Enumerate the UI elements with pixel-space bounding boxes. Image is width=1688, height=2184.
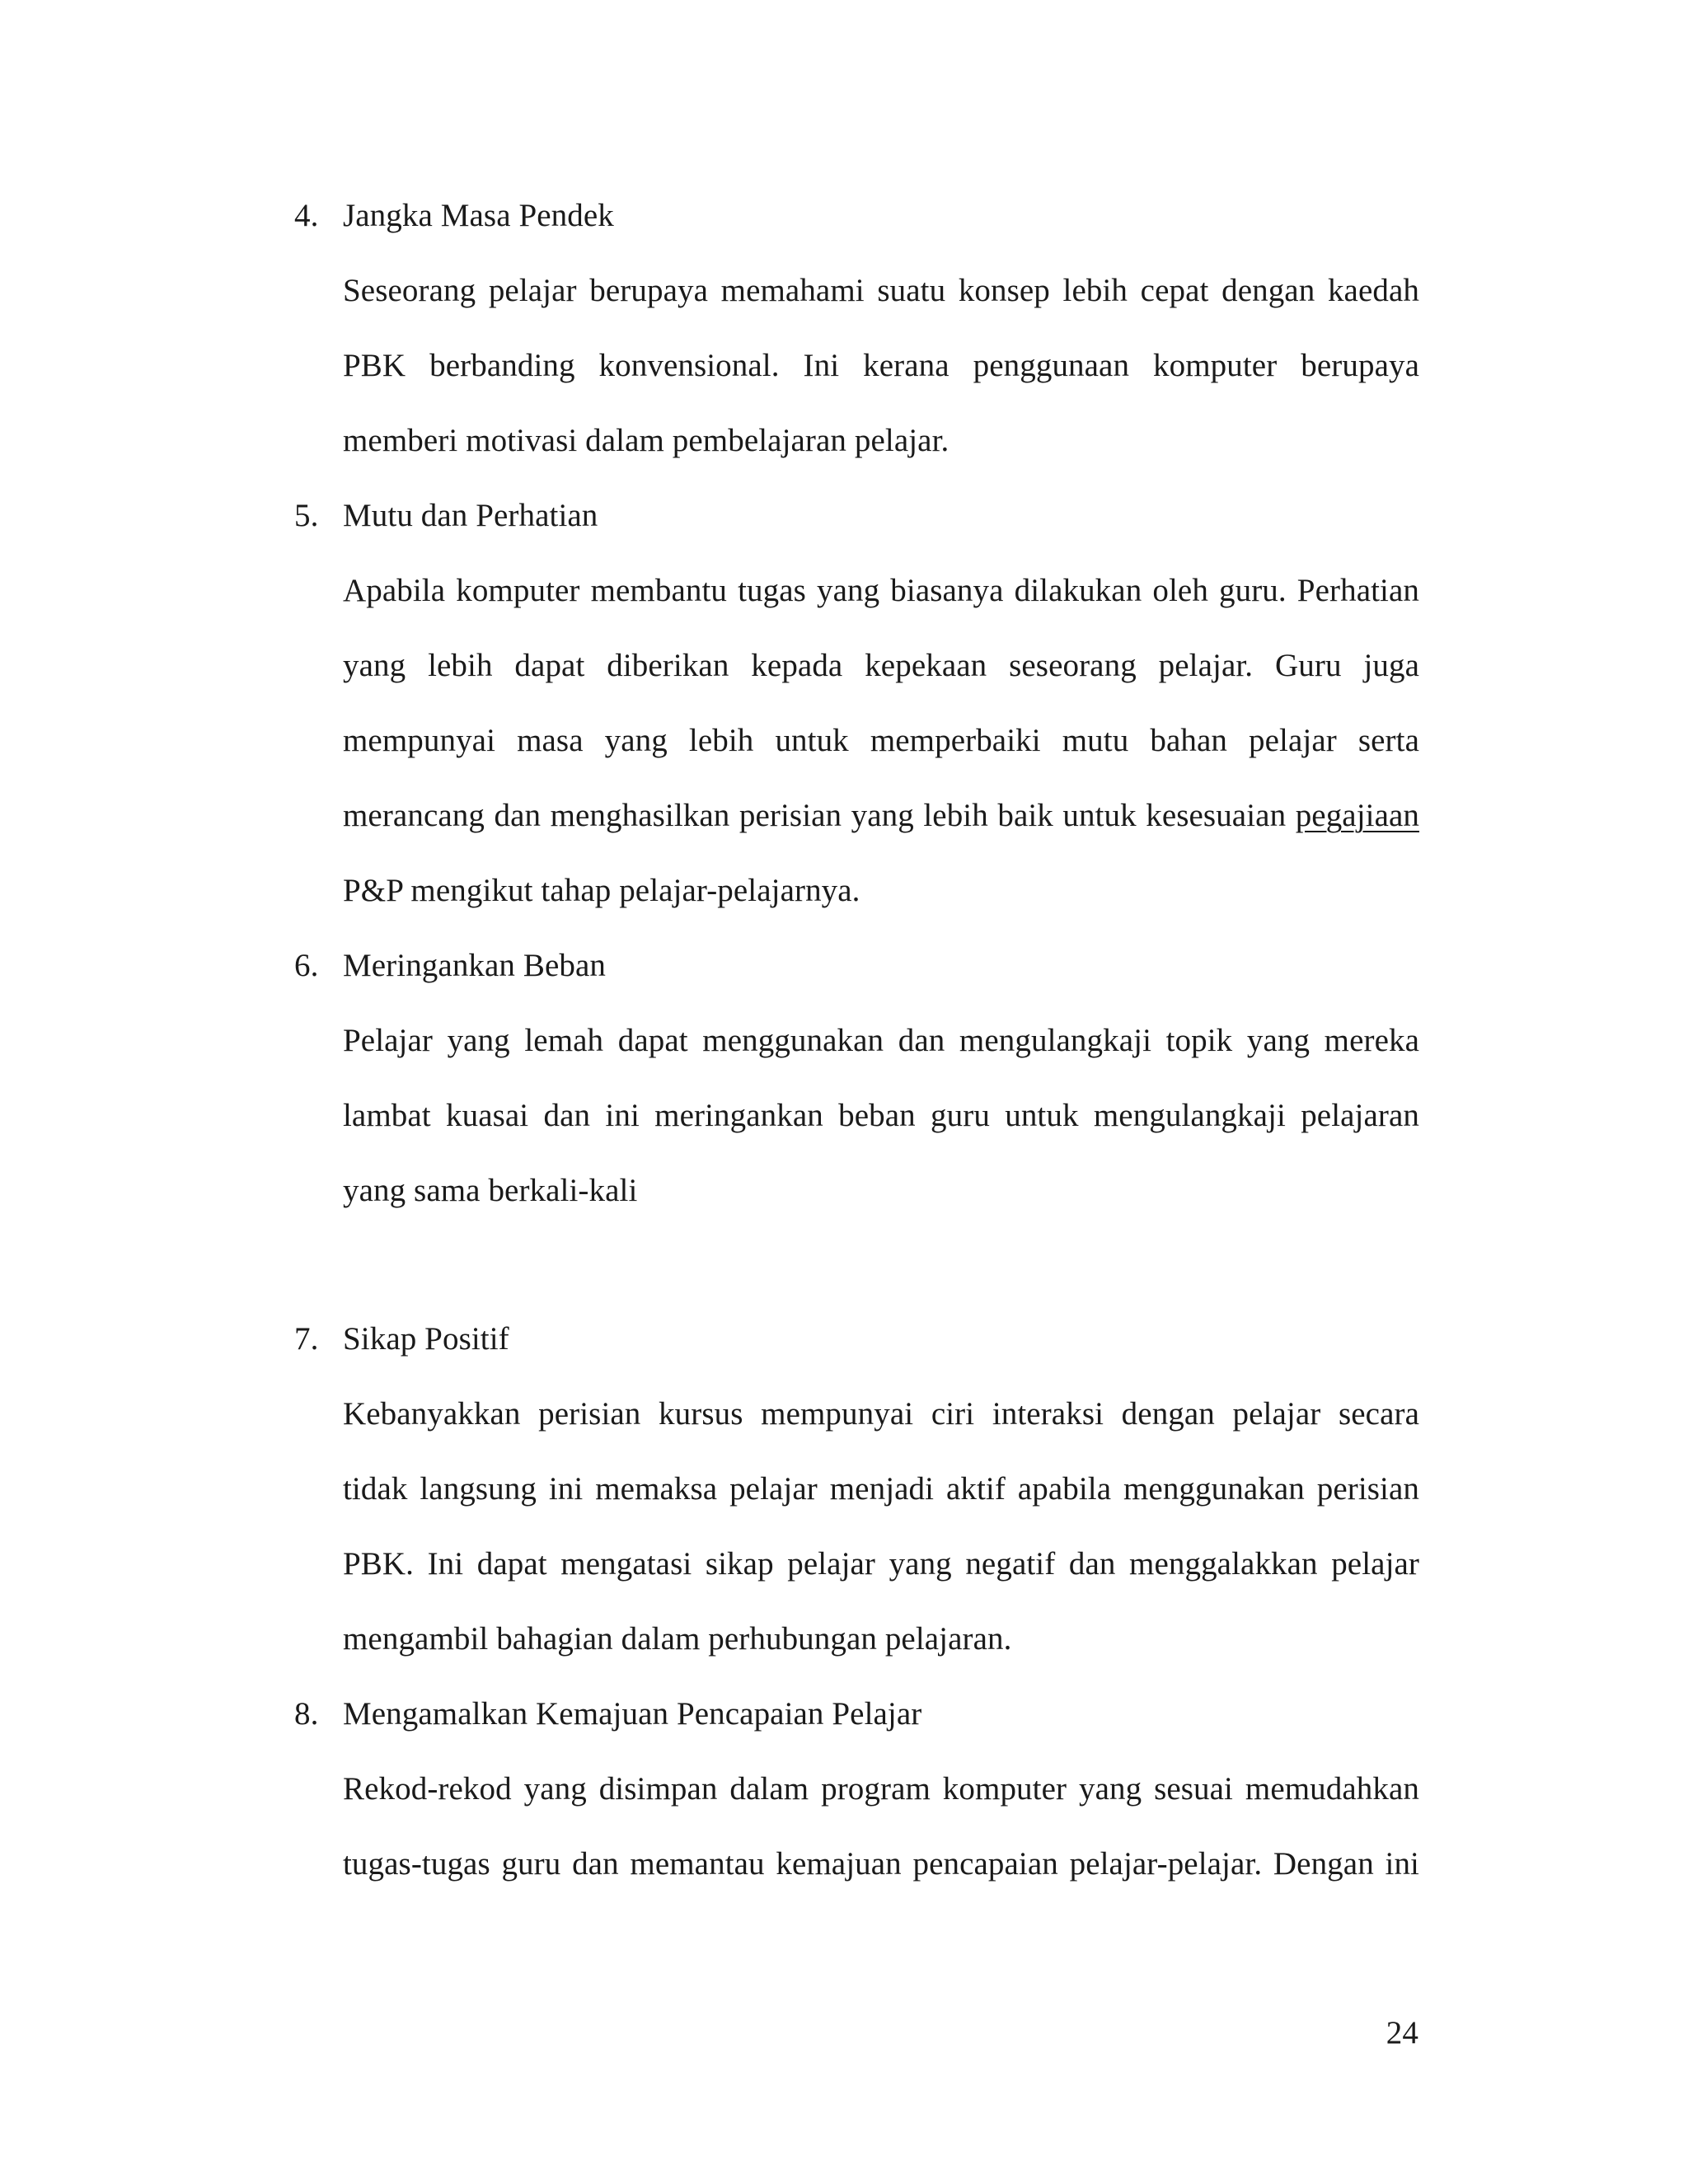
- paragraph-line: mengambil bahagian dalam perhubungan pelajaran.: [343, 1621, 1012, 1657]
- paragraph-line: mempunyai masa yang lebih untuk memperbaiki mutu bahan pelajar serta: [343, 724, 1419, 758]
- paragraph-line: yang sama berkali-kali: [343, 1173, 638, 1208]
- item-number: 4.: [294, 198, 319, 233]
- item-heading: Mengamalkan Kemajuan Pencapaian Pelajar: [343, 1696, 922, 1732]
- paragraph-text: merancang dan menghasilkan perisian yang lebih baik untuk kesesuaian: [343, 799, 1287, 833]
- paragraph-line: Pelajar yang lemah dapat menggunakan dan mengulangkaji topik yang mereka: [343, 1024, 1419, 1058]
- paragraph-line: Rekod-rekod yang disimpan dalam program komputer yang sesuai memudahkan: [343, 1773, 1419, 1807]
- paragraph-line-with-underline: [343, 799, 1419, 837]
- paragraph-line: Apabila komputer membantu tugas yang biasanya dilakukan oleh guru. Perhatian: [343, 574, 1419, 608]
- item-number: 5.: [294, 498, 319, 533]
- paragraph-line: tidak langsung ini memaksa pelajar menjadi aktif apabila menggunakan perisian: [343, 1473, 1419, 1507]
- item-heading: Sikap Positif: [343, 1321, 509, 1357]
- item-number: 8.: [294, 1696, 319, 1732]
- item-heading: Meringankan Beban: [343, 948, 607, 983]
- item-number: 6.: [294, 948, 319, 983]
- paragraph-line: lambat kuasai dan ini meringankan beban guru untuk mengulangkaji pelajaran: [343, 1099, 1419, 1133]
- item-heading: Jangka Masa Pendek: [343, 198, 614, 233]
- item-heading: Mutu dan Perhatian: [343, 498, 598, 533]
- paragraph-line: memberi motivasi dalam pembelajaran pelajar.: [343, 423, 950, 458]
- paragraph-line: Kebanyakkan perisian kursus mempunyai ciri interaksi dengan pelajar secara: [343, 1398, 1419, 1432]
- paragraph-line: Seseorang pelajar berupaya memahami suatu konsep lebih cepat dengan kaedah: [343, 274, 1419, 308]
- paragraph-line: PBK berbanding konvensional. Ini kerana penggunaan komputer berupaya: [343, 349, 1419, 383]
- page-number: 24: [1386, 2015, 1418, 2050]
- paragraph-line: yang lebih dapat diberikan kepada kepekaan seseorang pelajar. Guru juga: [343, 649, 1419, 683]
- paragraph-line: PBK. Ini dapat mengatasi sikap pelajar yang negatif dan menggalakkan pelajar: [343, 1548, 1419, 1582]
- paragraph-line: tugas-tugas guru dan memantau kemajuan pencapaian pelajar-pelajar. Dengan ini: [343, 1848, 1419, 1882]
- item-number: 7.: [294, 1321, 319, 1357]
- paragraph-line: P&P mengikut tahap pelajar-pelajarnya.: [343, 873, 860, 908]
- underlined-word: pegajiaan: [1295, 799, 1419, 833]
